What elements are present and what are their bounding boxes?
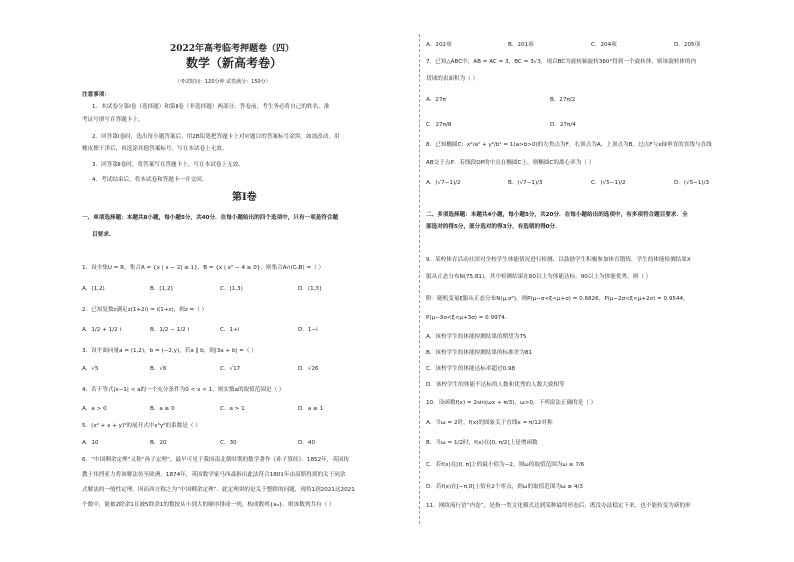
q1-option-a[interactable]: A．(1,2) bbox=[82, 286, 105, 292]
question-7-cont: 切球的表面积为（ ） bbox=[426, 76, 479, 82]
note-line: 橡皮擦干净后，再选涂其他答案标号。写在本试卷上无效。 bbox=[82, 146, 228, 152]
question-9-line: 服从正态分布N(75,81)，其中检测结果在60以上为体能达标，90以上为体能优秀，则（ ） bbox=[426, 274, 652, 280]
subject-title: 数学（新高考卷） bbox=[186, 56, 283, 70]
q2-option-d[interactable]: D．1−i bbox=[298, 327, 318, 333]
q2-option-c[interactable]: C．1+i bbox=[220, 327, 240, 333]
question-3: 3．设平面向量a = (1,2)，b = (−2,y)，若a ∥ b，则|3a + b| =（ ） bbox=[82, 348, 257, 354]
question-8-cont: AB交于点P．若线段OP的中点在椭圆C上，则椭圆C的离心率为（ ） bbox=[426, 160, 595, 166]
q6-option-b[interactable]: B．201项 bbox=[508, 42, 534, 48]
question-9-line: 附：随机变量ξ服从正态分布N(μ,σ²)，则P(μ−σ<ξ<μ+σ) = 0.6826，P(μ−2σ<ξ<μ+2σ) = 0.9544， bbox=[426, 296, 689, 302]
note-line: 3．回答第Ⅱ卷时，将答案写在答题卡上。写在本试卷上无效。 bbox=[92, 162, 244, 168]
q10-option-b[interactable]: B．当ω = 1/2时，f(x)在[0, π/2]上是增函数 bbox=[426, 440, 538, 446]
question-9-line: P(μ−3σ<ξ<μ+3σ) = 0.9974. bbox=[426, 315, 507, 321]
q4-option-a[interactable]: A．a > 0 bbox=[82, 406, 107, 412]
note-line: 考证号填写在答题卡上。 bbox=[82, 117, 144, 123]
q9-option-b[interactable]: B．该校学生的体能检测结果的标准差为81 bbox=[426, 350, 533, 356]
q8-option-c[interactable]: C．(√5−1)/2 bbox=[591, 180, 626, 186]
q10-option-c[interactable]: C．若f(x)在[0, π]上的最小值为−2，则ω的取值范围为ω ≥ 7/6 bbox=[426, 462, 585, 468]
section1-heading-cont: 目要求. bbox=[92, 232, 111, 238]
question-7: 7．已知△ABC中，AB = AC = 3，BC = 3√3，现以BC为旋转轴旋转360°得到一个旋转体，则该旋转体的内 bbox=[426, 59, 697, 65]
notes-heading: 注意事项： bbox=[82, 92, 110, 98]
question-11: 11．网络流行语“内卷”，是指一类文化模式达到某种最终形态后，既没办法稳定下来，也不能转变为新的形 bbox=[426, 503, 691, 509]
column-divider bbox=[419, 34, 420, 524]
q4-option-c[interactable]: C．a > 1 bbox=[220, 406, 245, 412]
exam-title: 2022年高考临考押题卷（四） bbox=[170, 44, 295, 54]
note-line: 4．考试结束后，将本试卷和答题卡一并交回。 bbox=[92, 177, 208, 183]
q4-option-d[interactable]: D．a ≥ 1 bbox=[298, 406, 324, 412]
q8-option-a[interactable]: A．(√7−1)/2 bbox=[426, 180, 461, 186]
q10-option-d[interactable]: D．若f(x)在[−π,0]上恰有2个零点，则ω的取值范围为ω ≥ 4/3 bbox=[426, 484, 583, 490]
q1-option-d[interactable]: D．(1,3] bbox=[298, 286, 322, 292]
q5-option-a[interactable]: A．10 bbox=[82, 440, 99, 446]
part1-title: 第Ⅰ卷 bbox=[232, 192, 257, 203]
q7-option-a[interactable]: A．27π bbox=[426, 97, 446, 103]
q6-option-c[interactable]: C．204项 bbox=[591, 42, 617, 48]
q5-option-c[interactable]: C．30 bbox=[220, 440, 237, 446]
q7-option-c[interactable]: C．27π/8 bbox=[426, 122, 452, 128]
q8-option-b[interactable]: B．(√7−1)/3 bbox=[508, 180, 543, 186]
exam-info: （考试时间：120分钟 试卷满分：150分） bbox=[175, 79, 271, 85]
q2-option-b[interactable]: B．1/2 − 1/2 i bbox=[150, 327, 190, 333]
question-5: 5．(x² + x + y)⁵的展开式中x⁵y²的系数是（ ） bbox=[82, 423, 201, 429]
q3-option-b[interactable]: B．√6 bbox=[150, 366, 167, 372]
q7-option-d[interactable]: D．27π/4 bbox=[550, 122, 576, 128]
q5-option-d[interactable]: D．40 bbox=[298, 440, 316, 446]
q9-option-a[interactable]: A．该校学生的体能检测结果的期望为75 bbox=[426, 334, 527, 340]
q9-option-c[interactable]: C．该校学生的体能达标率超过0.98 bbox=[426, 366, 516, 372]
question-4: 4．若不等式|x−1| < a的一个充分条件为0 < x < 1，则实数a的取值范围是（ ） bbox=[82, 387, 285, 393]
q6-option-a[interactable]: A．202项 bbox=[426, 42, 452, 48]
question-1: 1．设全集U = R，集合A = {x | x − 2| ≤ 1}，B = {x | x² − 4 ≥ 0}，则集合A∩(∁ᵤB) =（ ） bbox=[82, 265, 325, 271]
question-8: 8．已知椭圆C：x²/a² + y²/b² = 1(a>b>0)的左焦点为F，右顶点为A，上顶点为B，过点F与x轴垂直的直线与直线 bbox=[426, 142, 712, 148]
question-6-line: 个数中，能被2除余1且被5除余1的数按从小到大的顺序排成一列，构成数列{aₙ}，则该数列共有（ ） bbox=[82, 502, 335, 508]
section1-heading: 一、单项选择题：本题共8小题，每小题5分，共40分．在每小题给出的四个选项中，只有一项是符合题 bbox=[82, 215, 339, 221]
q3-option-c[interactable]: C．√17 bbox=[220, 366, 241, 372]
q9-option-d[interactable]: D．该校学生的体能不达标的人数和优秀的人数大致相等 bbox=[426, 382, 565, 388]
q7-option-b[interactable]: B．27π/2 bbox=[550, 97, 576, 103]
q1-option-b[interactable]: B．[1,2] bbox=[150, 286, 173, 292]
q3-option-a[interactable]: A．√5 bbox=[82, 366, 99, 372]
question-6-line: 式解法的一般性定理，因而西方称之为“中国剩余定理”．此定理讲的是关于整除的问题，现将1到2021这2021 bbox=[82, 487, 355, 493]
question-10: 10．设函数f(x) = 2sin(ωx + π/3)，ω>0，下列说法正确的是（ ） bbox=[426, 400, 597, 406]
note-line: 1．本试卷分第Ⅰ卷（选择题）和第Ⅱ卷（非选择题）两部分。答卷前，考生务必将自己的姓名、准 bbox=[92, 104, 330, 110]
section2-heading-cont: 部选对的得5分，部分选对的得3分，有选错的得0分． bbox=[426, 224, 561, 230]
question-2: 2．已知复数z满足z(1+2i) = i(1+z)，则z =（ ） bbox=[82, 307, 208, 313]
question-6-line: 教士伟烈亚力将该解法传至欧洲，1874年，英国数学家马西森指出此法符合1801年由高斯得到的关于同余 bbox=[82, 472, 346, 478]
q5-option-b[interactable]: B．20 bbox=[150, 440, 167, 446]
q6-option-d[interactable]: D．205项 bbox=[674, 42, 701, 48]
q3-option-d[interactable]: D．√26 bbox=[298, 366, 319, 372]
q1-option-c[interactable]: C．[1,3) bbox=[220, 286, 243, 292]
q10-option-a[interactable]: A．当ω = 2时，f(x)的图象关于直线x = π/12对称 bbox=[426, 420, 553, 426]
q4-option-b[interactable]: B．a ≥ 0 bbox=[150, 406, 175, 412]
q8-option-d[interactable]: D．(√5−1)/3 bbox=[674, 180, 710, 186]
section2-heading: 二、多项选择题：本题共4小题，每小题5分，共20分．在每小题给出的选项中，有多项符合题目要求．全 bbox=[426, 212, 688, 218]
q2-option-a[interactable]: A．1/2 + 1/2 i bbox=[82, 327, 122, 333]
note-line: 2．回答第Ⅰ卷时，选出每小题答案后，用2B铅笔把答题卡上对应题目的答案标号涂黑。如需改动，用 bbox=[92, 134, 340, 140]
question-6-line: 6．“中国剩余定理”又称“孙子定理”，最早可见于我国南北朝时期的数学著作《孙子算经》．1852年，英国传 bbox=[82, 457, 350, 463]
question-9-line: 9．某校体育活动社团对全校学生体能情况进行检测，以鼓励学生积极参加体育锻炼．学生的体能检测结果X bbox=[426, 257, 691, 263]
